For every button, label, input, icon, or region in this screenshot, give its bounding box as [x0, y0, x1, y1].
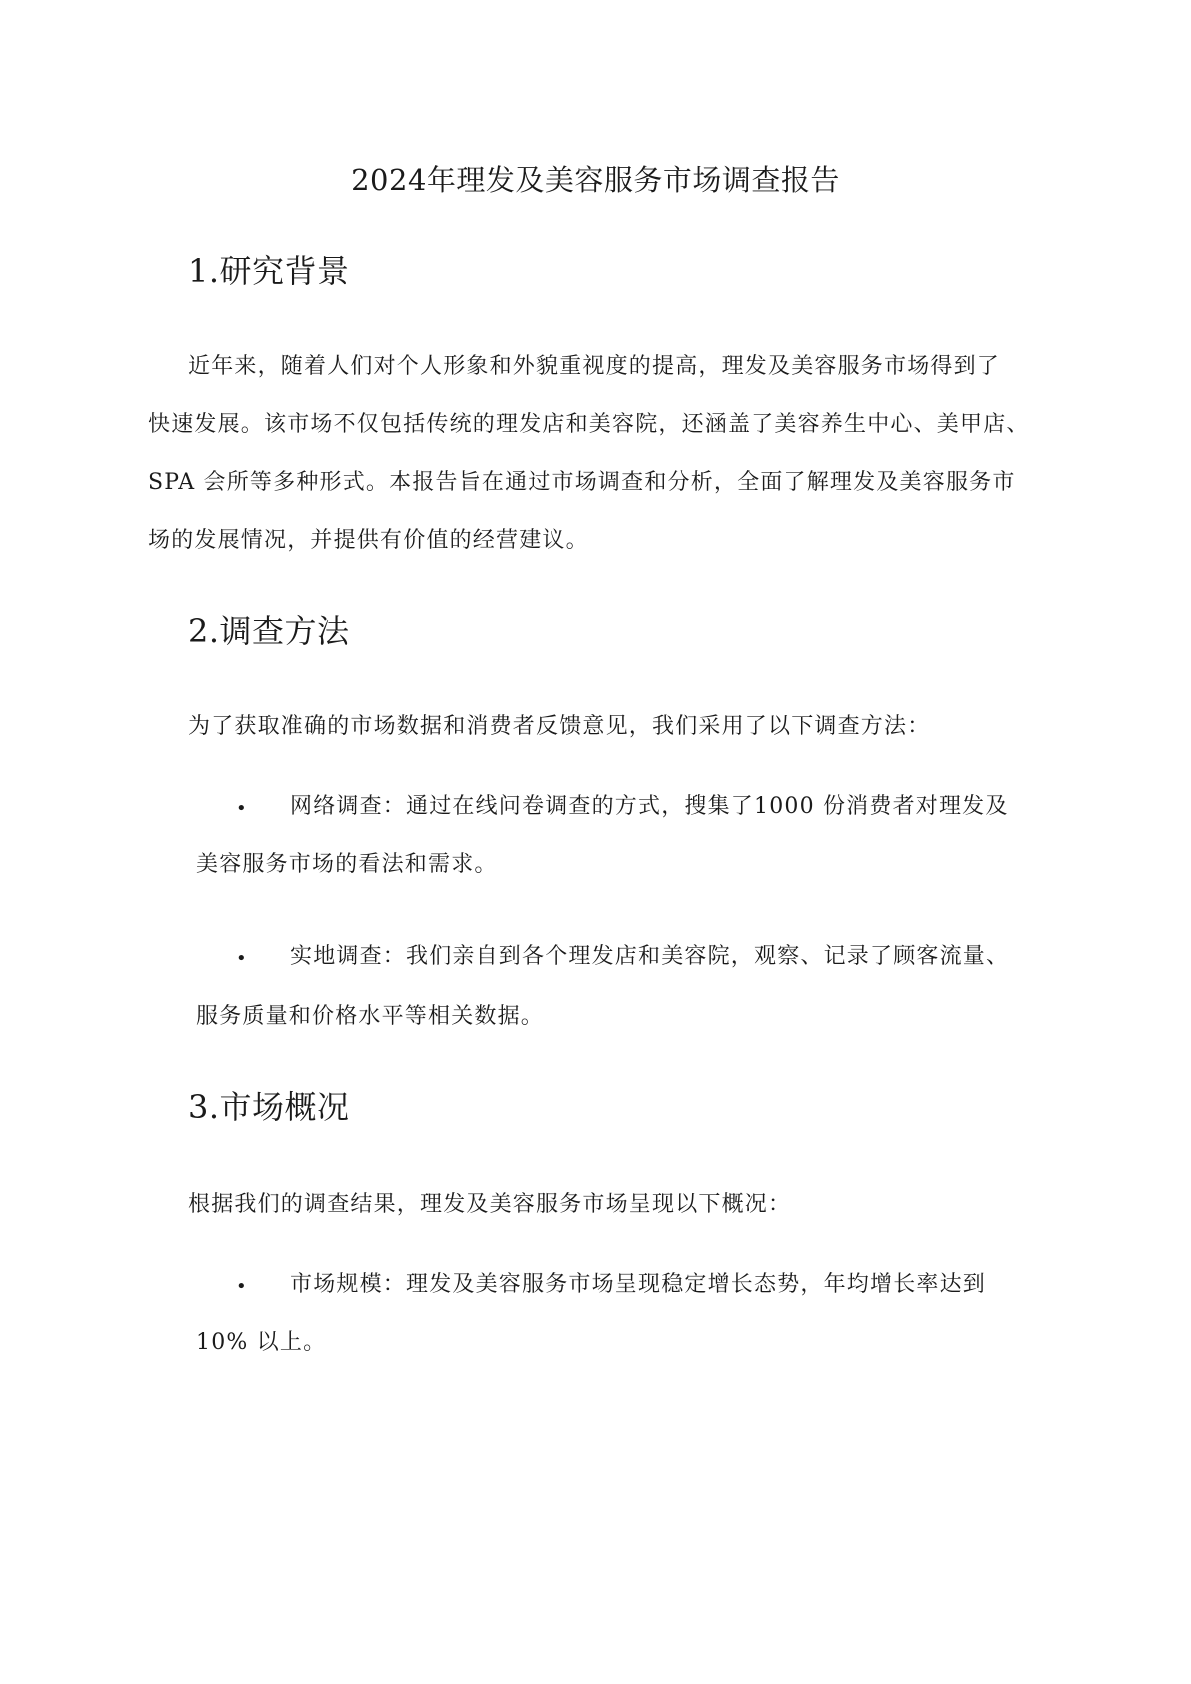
bullet-marker: • — [236, 1276, 247, 1297]
bullet-marker: • — [236, 948, 247, 969]
section-heading-3: 3.市场概况 — [188, 1088, 350, 1126]
paragraph-line: 场的发展情况，并提供有价值的经营建议。 — [148, 528, 589, 553]
section-heading-1: 1.研究背景 — [188, 252, 350, 290]
paragraph-line: SPA 会所等多种形式。本报告旨在通过市场调查和分析，全面了解理发及美容服务市 — [148, 470, 1016, 495]
section-intro: 为了获取准确的市场数据和消费者反馈意见，我们采用了以下调查方法： — [188, 714, 931, 739]
bullet-text: 服务质量和价格水平等相关数据。 — [196, 1004, 545, 1029]
bullet-text: 美容服务市场的看法和需求。 — [196, 852, 498, 877]
section-intro: 根据我们的调查结果，理发及美容服务市场呈现以下概况： — [188, 1192, 792, 1217]
bullet-text: 市场规模：理发及美容服务市场呈现稳定增长态势，年均增长率达到 — [290, 1272, 987, 1297]
bullet-text: 实地调查：我们亲自到各个理发店和美容院，观察、记录了顾客流量、 — [290, 944, 1010, 969]
paragraph-line: 快速发展。该市场不仅包括传统的理发店和美容院，还涵盖了美容养生中心、美甲店、 — [148, 412, 1030, 437]
document-title: 2024年理发及美容服务市场调查报告 — [351, 163, 840, 197]
bullet-text: 10% 以上。 — [196, 1330, 327, 1355]
section-heading-2: 2.调查方法 — [188, 612, 350, 650]
bullet-text: 网络调查：通过在线问卷调查的方式，搜集了1000 份消费者对理发及 — [290, 794, 1009, 819]
paragraph-line: 近年来，随着人们对个人形象和外貌重视度的提高，理发及美容服务市场得到了 — [188, 354, 1001, 379]
bullet-marker: • — [236, 798, 247, 819]
